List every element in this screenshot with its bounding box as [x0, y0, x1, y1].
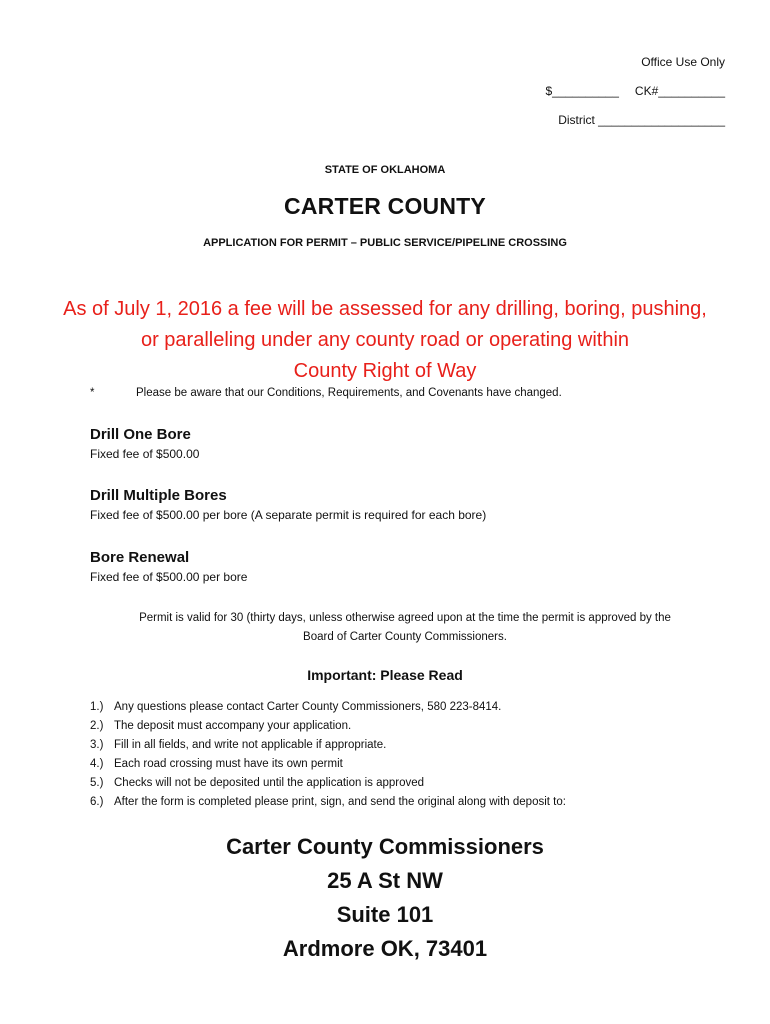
- list-item-text: Any questions please contact Carter County Commissioners, 580 223-8414.: [114, 701, 502, 713]
- list-item: [90, 755, 566, 774]
- list-item-text: Checks will not be deposited until the application is approved: [114, 777, 425, 789]
- office-district-field: District ___________________: [558, 113, 725, 127]
- office-use-title: Office Use Only: [641, 55, 725, 69]
- fee-section-one-bore: [90, 426, 199, 461]
- awareness-marker: *: [90, 387, 95, 399]
- address-suite: Suite 101: [336, 902, 434, 927]
- list-item: [90, 698, 566, 717]
- awareness-text: Please be aware that our Conditions, Requirements, and Covenants have changed.: [136, 387, 562, 399]
- list-item: [90, 793, 566, 812]
- mailing-address: [0, 830, 770, 966]
- fee-text: Fixed fee of $500.00 per bore: [90, 570, 248, 584]
- list-item: [90, 717, 566, 736]
- county-title: CARTER COUNTY: [284, 193, 486, 219]
- office-use-block: [545, 48, 725, 135]
- list-item-number: 1.): [90, 701, 104, 713]
- fee-text: Fixed fee of $500.00: [90, 447, 200, 461]
- fee-notice-line-3: County Right of Way: [293, 360, 477, 382]
- list-item: [90, 736, 566, 755]
- application-heading: APPLICATION FOR PERMIT – PUBLIC SERVICE/PIPELINE CROSSING: [203, 237, 567, 249]
- list-item-number: 4.): [90, 758, 104, 770]
- list-item: [90, 774, 566, 793]
- fee-section-renewal: [90, 549, 247, 584]
- address-street: 25 A St NW: [327, 868, 443, 893]
- fee-text: Fixed fee of $500.00 per bore (A separate permit is required for each bore): [90, 508, 487, 522]
- address-name: Carter County Commissioners: [226, 834, 544, 859]
- list-item-number: 3.): [90, 739, 104, 751]
- fee-section-multiple-bores: [90, 487, 486, 522]
- validity-line-1: Permit is valid for 30 (thirty days, unless otherwise agreed upon at the time the permit is approved by the: [139, 612, 671, 624]
- office-amount-check-row: [545, 77, 725, 106]
- list-item-number: 6.): [90, 796, 104, 808]
- list-item-text: Fill in all fields, and write not applicable if appropriate.: [114, 739, 387, 751]
- office-amount-field: $__________: [545, 84, 619, 98]
- fee-title: Drill Multiple Bores: [90, 487, 227, 504]
- list-item-text: The deposit must accompany your application.: [114, 720, 352, 732]
- fee-notice-line-1: As of July 1, 2016 a fee will be assessed for any drilling, boring, pushing,: [63, 298, 707, 320]
- list-item-number: 5.): [90, 777, 104, 789]
- validity-line-2: Board of Carter County Commissioners.: [303, 631, 507, 643]
- validity-note: [90, 609, 720, 647]
- list-item-number: 2.): [90, 720, 104, 732]
- state-heading: STATE OF OKLAHOMA: [324, 164, 446, 176]
- office-check-field: CK#__________: [634, 84, 725, 98]
- fee-notice-line-2: or paralleling under any county road or operating within: [140, 329, 630, 351]
- fee-title: Drill One Bore: [90, 426, 191, 443]
- important-heading: Important: Please Read: [307, 667, 463, 683]
- list-item-text: Each road crossing must have its own permit: [114, 758, 343, 770]
- instructions-list: [90, 698, 566, 812]
- fee-title: Bore Renewal: [90, 549, 190, 566]
- fee-notice: [0, 294, 770, 387]
- list-item-text: After the form is completed please print, sign, and send the original along with deposit to:: [114, 796, 566, 808]
- awareness-note: [90, 387, 562, 399]
- address-city: Ardmore OK, 73401: [282, 936, 488, 961]
